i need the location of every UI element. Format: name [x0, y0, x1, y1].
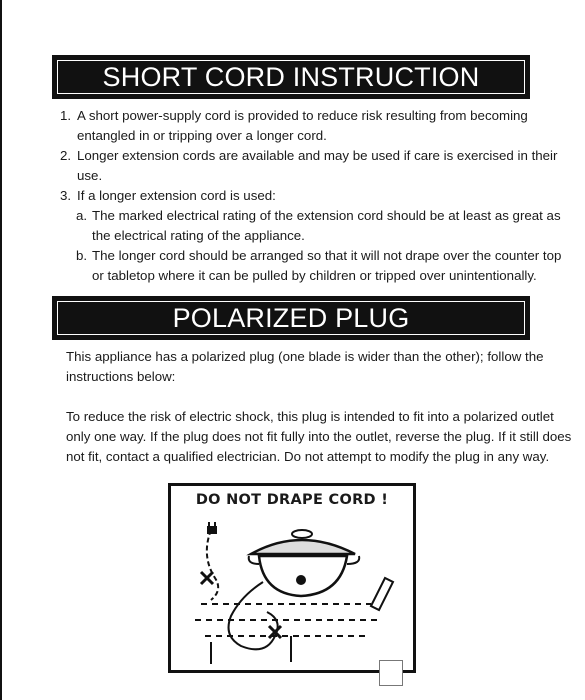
paragraph-line: not fit, contact a qualified electrician. Do not attempt to modify the plug in any way.: [66, 449, 550, 464]
section-banner-short-cord: [52, 55, 530, 99]
sublist-letter: b.: [76, 248, 88, 263]
list-item-text: A short power-supply cord is provided to reduce risk resulting from becoming: [77, 108, 528, 123]
list-item-text: If a longer extension cord is used:: [77, 188, 276, 203]
section-title: POLARIZED PLUG: [172, 302, 410, 333]
list-item-text: Longer extension cords are available and may be used if care is exercised in their: [77, 148, 558, 163]
list-item-text: use.: [77, 168, 103, 183]
sublist-item-text: or tabletop where it can be pulled by children or tripped over unintentionally.: [92, 268, 537, 283]
page-corner-box: [379, 660, 403, 686]
slow-cooker-drawing: [171, 486, 413, 670]
page-edge: [0, 0, 2, 700]
list-number: 3.: [60, 188, 72, 203]
sublist-item-text: The longer cord should be arranged so that it will not drape over the counter top: [92, 248, 562, 263]
list-number: 2.: [60, 148, 72, 163]
sublist-letter: a.: [76, 208, 88, 223]
section-title: SHORT CORD INSTRUCTION: [102, 61, 480, 92]
paragraph-line: To reduce the risk of electric shock, this plug is intended to fit into a polarized outlet: [66, 409, 554, 424]
illustration-caption: DO NOT DRAPE CORD !: [195, 492, 389, 508]
paragraph-line: instructions below:: [66, 369, 176, 384]
section-banner-polarized-plug: [52, 296, 530, 340]
list-item-text: entangled in or tripping over a longer cord.: [77, 128, 327, 143]
paragraph-line: only one way. If the plug does not fit fully into the outlet, reverse the plug. If it still does: [66, 429, 572, 444]
do-not-drape-cord-illustration: [168, 483, 416, 673]
list-number: 1.: [60, 108, 72, 123]
sublist-item-text: the electrical rating of the appliance.: [92, 228, 305, 243]
paragraph-line: This appliance has a polarized plug (one blade is wider than the other); follow the: [66, 349, 544, 364]
sublist-item-text: The marked electrical rating of the extension cord should be at least as great as: [92, 208, 561, 223]
